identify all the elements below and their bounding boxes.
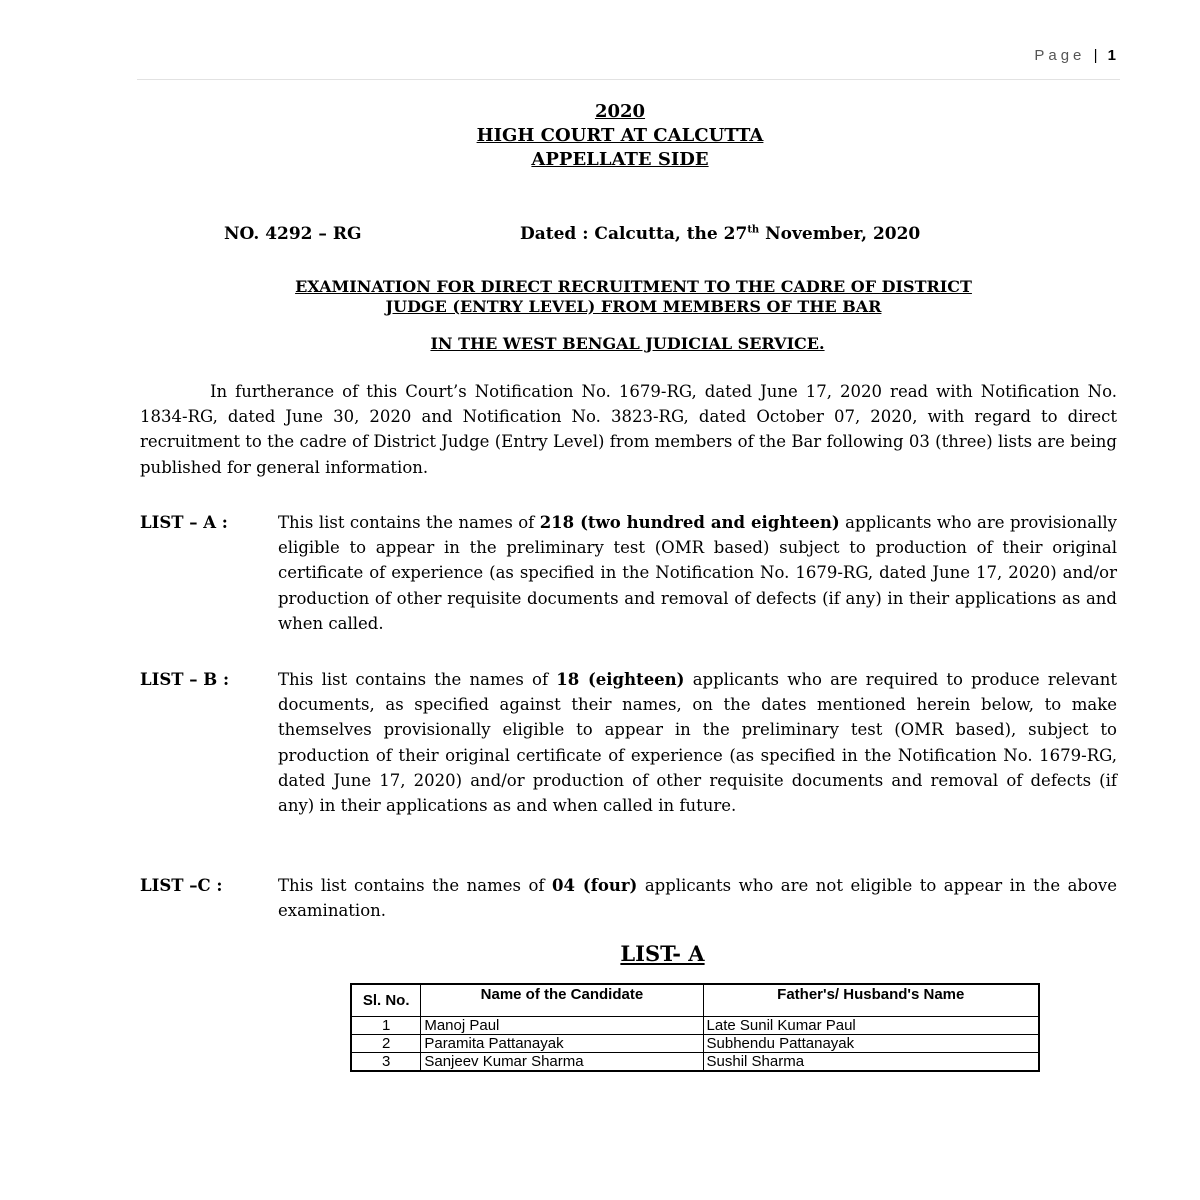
exam-heading-line2: JUDGE (ENTRY LEVEL) FROM MEMBERS OF THE BAR — [385, 297, 882, 316]
date-ordinal: th — [747, 224, 760, 236]
row-sl-no: 3 — [351, 1053, 421, 1072]
page-separator: | — [1093, 47, 1100, 64]
list-b-text-after: applicants who are required to produce relevant documents, as specified against their names, on the dates mentioned herein below, to make themselves provisionally eligible to appear in the preliminary test (OMR based), subject to production of their original certificate of experience (as specified in the Notification No. 1679-RG, dated June 17, 2020) and/or production of other requisite documents and removal of defects (if any) in their applications as and when called in future. — [278, 670, 1118, 816]
service-heading: IN THE WEST BENGAL JUDICIAL SERVICE. — [430, 334, 825, 353]
notification-number: NO. 4292 – RG — [224, 224, 362, 244]
table-row — [351, 1053, 1039, 1072]
title-year: 2020 — [594, 101, 646, 122]
list-b-text-before: This list contains the names of — [278, 670, 557, 689]
list-c-text-after: applicants who are not eligible to appear in the above examination. — [278, 876, 1117, 921]
exam-heading — [140, 277, 1127, 317]
list-c-count: 04 (four) — [551, 876, 638, 895]
table-row — [351, 1035, 1039, 1053]
row-guardian-name: Late Sunil Kumar Paul — [703, 1017, 1039, 1035]
title-side: APPELLATE SIDE — [531, 149, 709, 170]
list-b-label: LIST – B : — [140, 670, 230, 689]
list-c-entry — [140, 873, 1117, 923]
header-divider — [137, 79, 1120, 80]
list-a-entry — [140, 510, 1117, 636]
list-c-description — [278, 873, 1117, 923]
page-word: Page — [1034, 47, 1086, 64]
date-prefix: Dated : Calcutta, the 27 — [520, 224, 748, 244]
candidate-name-header: Name of the Candidate — [421, 984, 703, 1017]
list-a-count: 218 (two hundred and eighteen) — [539, 513, 840, 532]
reference-line — [224, 224, 921, 244]
row-sl-no: 2 — [351, 1035, 421, 1053]
list-a-label: LIST – A : — [140, 513, 228, 532]
sl-no-header: Sl. No. — [351, 984, 421, 1017]
list-b-entry — [140, 667, 1117, 818]
candidate-table — [350, 983, 1040, 1072]
row-candidate-name: Paramita Pattanayak — [421, 1035, 703, 1053]
exam-heading-line1: EXAMINATION FOR DIRECT RECRUITMENT TO THE CADRE OF DISTRICT — [295, 277, 972, 296]
list-a-text-after: applicants who are provisionally eligible to appear in the preliminary test (OMR based) subject to production of their original certificate of experience (as specified in the Notification No. 1679-RG, dated June 17, 2020) and/or production of other requisite documents and removal of defects (if any) in their applications as and when called. — [278, 513, 1117, 633]
intro-paragraph: In furtherance of this Court’s Notification No. 1679-RG, dated June 17, 2020 read with Notification No. 1834-RG, dated June 30, 2020 and Notification No. 3823-RG, dated October 07, 2020, with regard to direct recruitment to the cadre of District Judge (Entry Level) from members of the Bar following 03 (three) lists are being published for general information. — [140, 382, 1117, 477]
row-sl-no: 1 — [351, 1017, 421, 1035]
document-title — [0, 100, 1200, 172]
page-number-label — [1034, 47, 1116, 64]
list-a-text-before: This list contains the names of — [278, 513, 540, 532]
list-a-description — [278, 510, 1117, 636]
table-header-row — [351, 984, 1039, 1017]
row-guardian-name: Subhendu Pattanayak — [703, 1035, 1039, 1053]
list-a-title: LIST- A — [620, 941, 705, 966]
list-c-label: LIST –C : — [140, 876, 223, 895]
list-b-count: 18 (eighteen) — [556, 670, 685, 689]
list-b-description — [278, 667, 1117, 818]
table-row — [351, 1017, 1039, 1035]
page-number: 1 — [1107, 47, 1116, 64]
title-court: HIGH COURT AT CALCUTTA — [476, 125, 764, 146]
row-candidate-name: Sanjeev Kumar Sharma — [421, 1053, 703, 1072]
date-suffix: November, 2020 — [759, 224, 921, 244]
row-candidate-name: Manoj Paul — [421, 1017, 703, 1035]
list-c-text-before: This list contains the names of — [278, 876, 552, 895]
guardian-name-header: Father's/ Husband's Name — [703, 984, 1039, 1017]
notification-date — [520, 224, 920, 244]
row-guardian-name: Sushil Sharma — [703, 1053, 1039, 1072]
